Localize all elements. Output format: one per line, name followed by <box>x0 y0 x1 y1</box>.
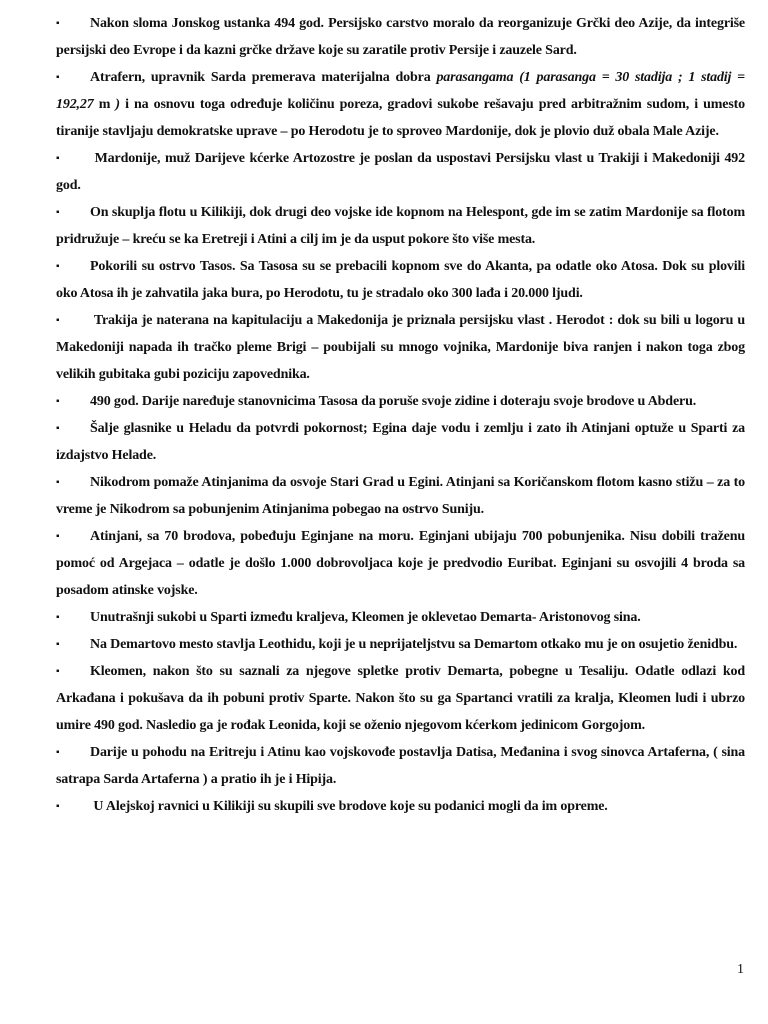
paragraph-text: Trakija je naterana na kapitulaciju a Makedonija je priznala persijsku vlast . Herodot : dok su bili u logoru u Makedoniji napada ih tračko pleme Brigi – poubijali su mnogo vojnika, Mardonije biva ranjen i nakon toga zbog velikih gubitaka gubi poziciju zapovednika. <box>56 313 745 382</box>
bullet-paragraph <box>56 469 745 523</box>
paragraph-text: Kleomen, nakon što su saznali za njegove spletke protiv Demarta, pobegne u Tesaliju. Odatle odlazi kod Arkađana i pokušava da ih pobuni protiv Sparte. Nakon što su ga Spartanci vratili za kralja, Kleomen ludi i ubrzo umire 490 god. Nasledio ga je rođak Leonida, koji se oženio njegovom kćerkom jedinicom Gorgojom. <box>56 664 745 733</box>
bullet-icon: ▪ <box>56 396 60 407</box>
bullet-paragraph <box>56 199 745 253</box>
bullet-paragraph <box>56 415 745 469</box>
paragraph-text: Pokorili su ostrvo Tasos. Sa Tasosa su se prebacili kopnom sve do Akanta, pa odatle oko Atosa. Dok su plovili oko Atosa ih je zahvatila jaka bura, po Herodotu, tu je stradalo oko 300 lađa i 20.000 ljudi. <box>56 259 745 301</box>
page-number: 1 <box>737 962 744 977</box>
document-body <box>56 10 745 820</box>
bullet-icon: ▪ <box>56 261 60 272</box>
bullet-icon: ▪ <box>56 423 60 434</box>
bullet-paragraph <box>56 793 745 820</box>
paragraph-italic-text: ) <box>115 97 120 112</box>
bullet-paragraph <box>56 307 745 388</box>
bullet-paragraph <box>56 604 745 631</box>
paragraph-text: Atinjani, sa 70 brodova, pobeđuju Eginjane na moru. Eginjani ubijaju 700 pobunjenika. Nisu dobili traženu pomoć od Argejaca – odatle je došlo 1.000 dobrovoljaca koje je predvodio Euribat. Eginjani su osvojili 4 broda sa posadom atinske vojske. <box>56 529 745 598</box>
paragraph-text: On skuplja flotu u Kilikiji, dok drugi deo vojske ide kopnom na Helespont, gde im se zatim Mardonije sa flotom pridružuje – kreću se ka Eretreji i Atini a cilj im je da usput pokore što više mesta. <box>56 205 745 247</box>
paragraph-text: U Alejskoj ravnici u Kilikiji su skupili sve brodove koje su podanici mogli da im opreme. <box>90 799 608 814</box>
paragraph-text: m <box>93 97 116 112</box>
paragraph-text: Na Demartovo mesto stavlja Leothidu, koji je u neprijateljstvu sa Demartom otkako mu je on osujetio ženidbu. <box>90 637 738 652</box>
paragraph-text: 490 god. Darije naređuje stanovnicima Tasosa da poruše svoje zidine i doteraju svoje brodove u Abderu. <box>90 394 697 409</box>
bullet-icon: ▪ <box>56 207 60 218</box>
bullet-paragraph <box>56 739 745 793</box>
bullet-icon: ▪ <box>56 639 60 650</box>
bullet-icon: ▪ <box>56 747 60 758</box>
bullet-paragraph <box>56 523 745 604</box>
bullet-icon: ▪ <box>56 612 60 623</box>
paragraph-text: Nakon sloma Jonskog ustanka 494 god. Persijsko carstvo moralo da reorganizuje Grčki deo Azije, da integriše persijski deo Evrope i da kazni grčke države koje su zaratile protiv Persije i zauzele Sard. <box>56 16 745 58</box>
bullet-icon: ▪ <box>56 666 60 677</box>
bullet-icon: ▪ <box>56 531 60 542</box>
paragraph-text: i na osnovu toga određuje količinu poreza, gradovi sukobe rešavaju pred arbitražnim sudom, i umesto tiranije stavljaju demokratske uprave – po Herodotu je to sproveo Mardonije, dok je plovio duž obala Male Azije. <box>56 97 745 139</box>
bullet-paragraph <box>56 388 745 415</box>
paragraph-text: Darije u pohodu na Eritreju i Atinu kao vojskovođe postavlja Datisa, Međanina i svog sinovca Artaferna, ( sina satrapa Sarda Artaferna ) a pratio ih je i Hipija. <box>56 745 745 787</box>
paragraph-text: Atrafern, upravnik Sarda premerava materijalna dobra <box>90 70 437 85</box>
bullet-icon: ▪ <box>56 315 60 326</box>
bullet-paragraph <box>56 64 745 145</box>
paragraph-text: Mardonije, muž Darijeve kćerke Artozostre je poslan da uspostavi Persijsku vlast u Trakiji i Makedoniji 492 god. <box>56 151 745 193</box>
paragraph-text: Šalje glasnike u Heladu da potvrdi pokornost; Egina daje vodu i zemlju i zato ih Atinjani optuže u Sparti za izdajstvo Helade. <box>56 421 745 463</box>
bullet-icon: ▪ <box>56 153 60 164</box>
bullet-icon: ▪ <box>56 72 60 83</box>
paragraph-italic-text: parasangama (1 parasanga = 30 stadija ; 1 stadij = 192,27 <box>56 70 745 112</box>
bullet-paragraph <box>56 145 745 199</box>
bullet-paragraph <box>56 631 745 658</box>
paragraph-text: Unutrašnji sukobi u Sparti između kraljeva, Kleomen je oklevetao Demarta- Aristonovog sina. <box>90 610 641 625</box>
bullet-paragraph <box>56 10 745 64</box>
bullet-icon: ▪ <box>56 477 60 488</box>
bullet-paragraph <box>56 658 745 739</box>
bullet-icon: ▪ <box>56 801 60 812</box>
bullet-icon: ▪ <box>56 18 60 29</box>
paragraph-text: Nikodrom pomaže Atinjanima da osvoje Stari Grad u Egini. Atinjani sa Koričanskom flotom kasno stižu – za to vreme je Nikodrom sa pobunjenim Atinjanima pobegao na ostrvo Suniju. <box>56 475 745 517</box>
bullet-paragraph <box>56 253 745 307</box>
